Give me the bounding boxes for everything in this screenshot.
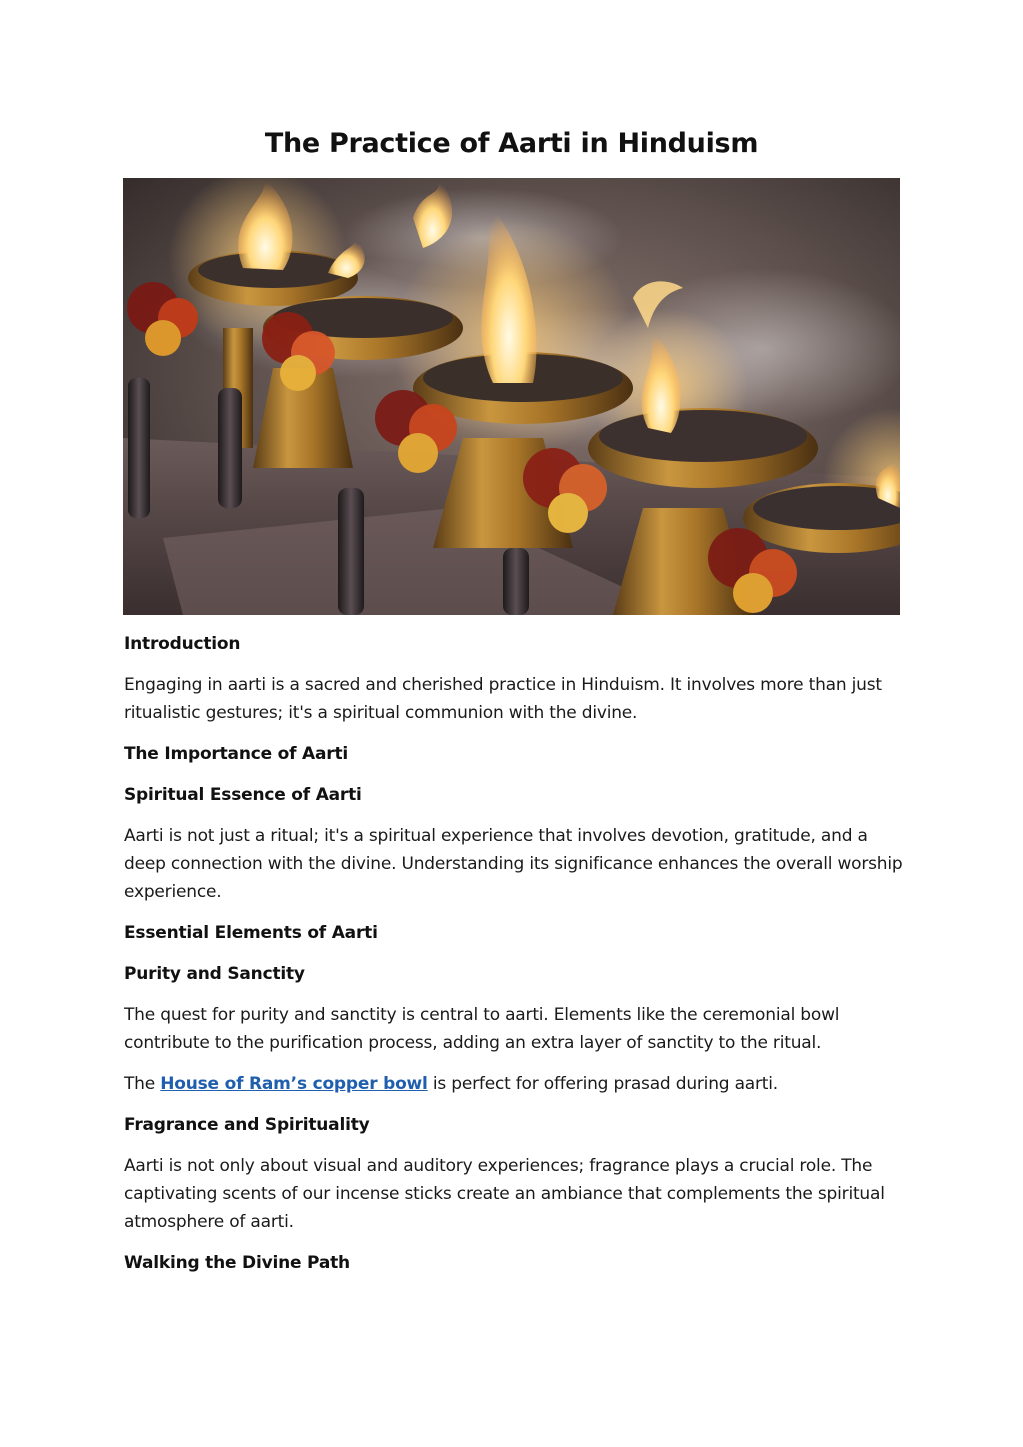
article-body — [124, 630, 914, 1290]
copper-bowl-text-before: The — [124, 1074, 161, 1094]
paragraph-purity-and-sanctity: The quest for purity and sanctity is central to aarti. Elements like the ceremonial bowl contribute to the purification process, adding an extra layer of sanctity to the ritual. — [124, 1005, 840, 1053]
paragraph-introduction: Engaging in aarti is a sacred and cherished practice in Hinduism. It involves more than just ritualistic gestures; it's a spiritual communion with the divine. — [124, 675, 882, 723]
heading-purity-and-sanctity: Purity and Sanctity — [124, 964, 305, 984]
copper-bowl-text-after: is perfect for offering prasad during aarti. — [427, 1074, 778, 1094]
heading-walking-the-divine-path: Walking the Divine Path — [124, 1253, 350, 1273]
heading-introduction: Introduction — [124, 634, 241, 654]
heading-importance-of-aarti: The Importance of Aarti — [124, 744, 349, 764]
paragraph-copper-bowl — [124, 1070, 914, 1098]
heading-fragrance-and-spirituality: Fragrance and Spirituality — [124, 1115, 370, 1135]
paragraph-fragrance-and-spirituality: Aarti is not only about visual and auditory experiences; fragrance plays a crucial role. The captivating scents of our incense sticks create an ambiance that complements the spiritual atmosphere of aarti. — [124, 1156, 885, 1232]
aarti-lamps-illustration — [123, 178, 900, 615]
copper-bowl-link[interactable]: House of Ram’s copper bowl — [160, 1074, 428, 1094]
document-title: The Practice of Aarti in Hinduism — [264, 128, 759, 159]
heading-essential-elements: Essential Elements of Aarti — [124, 923, 378, 943]
heading-spiritual-essence: Spiritual Essence of Aarti — [124, 785, 362, 805]
paragraph-spiritual-essence: Aarti is not just a ritual; it's a spiritual experience that involves devotion, gratitude, and a deep connection with the divine. Understanding its significance enhances the overall worship experience. — [124, 826, 903, 902]
hero-image — [123, 178, 900, 615]
